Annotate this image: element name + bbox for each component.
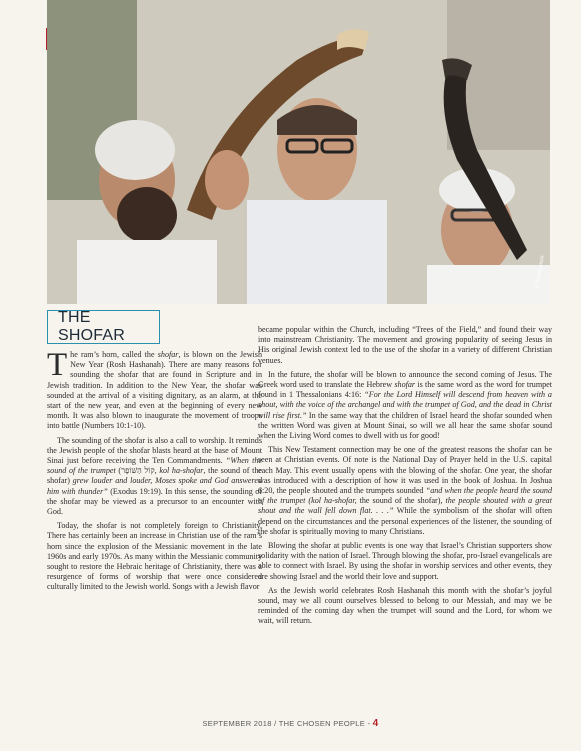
shofar-blowers-photo [47, 0, 550, 304]
header-photo [47, 0, 550, 304]
paragraph: Today, the shofar is not completely foreign to Christianity. There has certainly been an increase in Christian use of the ram’s horn since the explosion of the Messianic movement in the late 1960s and early 1970s. As many within the Messianic community sought to restore the Hebraic heritage of Christianity, there was a resurgence of forms of worship that were once considered culturally limited to the Jewish world. Songs with a Jewish flavor [47, 521, 262, 592]
column-right [258, 325, 552, 631]
footer-text: SEPTEMBER 2018 / THE CHOSEN PEOPLE - [202, 719, 373, 728]
paragraph: As the Jewish world celebrates Rosh Hashanah this month with the shofar’s joyful sound, may we all count ourselves blessed to belong to our Messiah, and may we be reminded of the coming day when the trumpet will sound and the Lord, for whom we wait, will return. [258, 585, 552, 626]
article-title-box [47, 310, 160, 344]
article-title: THE SHOFAR [58, 309, 125, 344]
page-number: 4 [372, 718, 379, 729]
drop-cap: T [47, 347, 68, 383]
paragraph: In the future, the shofar will be blown to announce the second coming of Jesus. The Greek word used to translate the Hebrew shofar is the same word as the word for trumpet found in 1 Thessalonians 4:16: “For the Lord Himself will descend from heaven with a shout, with the voice of the archangel and with the trumpet of God, and the dead in Christ will rise first.” In the same way that the children of Israel heard the shofar sounded when the written Word was given at Mount Sinai, so will we all hear the same shofar sound when the Living Word comes to dwell with us for good! [258, 369, 553, 441]
page-footer [0, 718, 581, 729]
paragraph: This New Testament connection may be one of the greatest reasons the shofar can be seen at Christian events. Of note is the National Day of Prayer held in the U.S. capital each May. This event usually opens with the blowing of the shofar. One year, the shofar was introduced with a description of how it was used in the book of Joshua. In Joshua 6:20, the people shouted and the trumpets sounded “and when the people heard the sound of the trumpet (kol ha-shofar, the sound of the shofar), the people shouted with a great shout and the wall fell down flat. . . .” While the symbolism of the shofar will often depend on the circumstances and the personal experiences of the listener, the sounding of the shofar is spiritually moving to many Christians. [258, 445, 552, 536]
column-left [47, 347, 263, 597]
paragraph: The ram’s horn, called the shofar, is blown on the Jewish New Year (Rosh Hashanah). There are many reasons for sounding the shofar that are found in Scripture and in Jewish tradition. In addition to the New Year, the shofar was sounded at the arrival of a visiting dignitary, as an alarm, at the start of the new year, and even at the beginning of every new month. It was also blown to inaugurate the movement of troops into battle (Numbers 10:1-10). [47, 347, 262, 431]
paragraph: Blowing the shofar at public events is one way that Israel’s Christian supporters show solidarity with the nation of Israel. Through blowing the shofar, pro-Israel evangelicals are able to connect with Israel. By using the shofar in worship services and other events, they are showing Israel and the world their love and support. [258, 541, 552, 581]
photo-credit: © Shutterstock [534, 255, 546, 289]
paragraph: The sounding of the shofar is also a call to worship. It reminds the Jewish people of the shofar blasts heard at the base of Mount Sinai just before receiving the Ten Commandments. “When the sound of the trumpet (קוֹל הַשּׁוֹפָר, kol ha-shofar, the sound of the shofar) grew louder and louder, Moses spoke and God answered him with thunder” (Exodus 19:19). In this sense, the sounding of the shofar may be viewed as a precursor to an encounter with God. [47, 435, 263, 517]
paragraph: became popular within the Church, including “Trees of the Field,” and found their way into mainstream Christianity. The movement and growing popularity of seeing Jesus in His original Jewish context led to the use of the shofar in a variety of different Christian venues. [258, 325, 552, 365]
